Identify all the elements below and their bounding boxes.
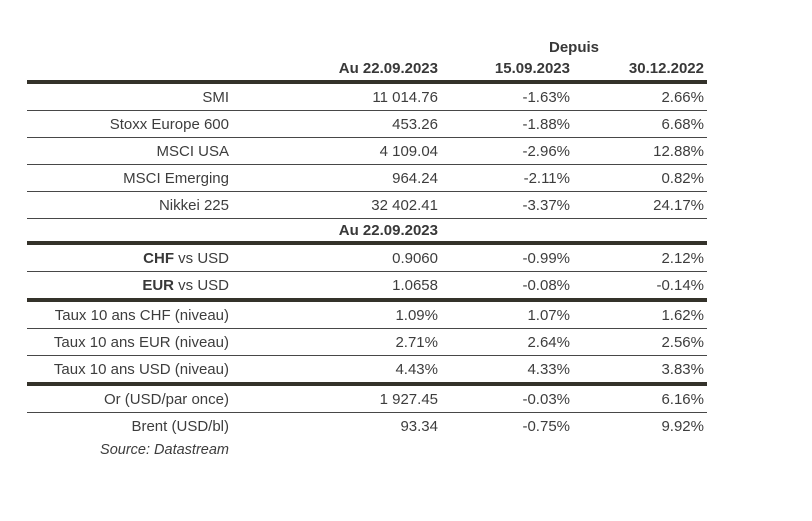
row-chf-vs-usd [27, 245, 707, 272]
brent-chg-week: -0.75% [522, 417, 570, 435]
stoxx-value: 453.26 [392, 115, 438, 133]
chf-usd-value: 0.9060 [392, 249, 438, 267]
msci-usa-chg-week: -2.96% [522, 142, 570, 160]
smi-chg-ytd: 2.66% [661, 88, 704, 106]
smi-value: 11 014.76 [372, 88, 438, 106]
row-msci-emerging [27, 165, 707, 192]
smi-chg-week: -1.63% [522, 88, 570, 106]
eur-usd-label-currency: EUR [142, 276, 174, 294]
msci-usa-chg-ytd: 12.88% [653, 142, 704, 160]
eur-usd-chg-ytd: -0.14% [656, 276, 704, 294]
msci-emerging-chg-ytd: 0.82% [661, 169, 704, 187]
smi-label: SMI [202, 88, 229, 106]
header-col-since-ytd: 30.12.2022 [628, 59, 704, 77]
row-brent [27, 413, 707, 439]
header-depuis: Depuis [548, 38, 599, 56]
taux-eur-label: Taux 10 ans EUR (niveau) [53, 333, 229, 351]
taux-usd-chg-week: 4.33% [527, 360, 570, 378]
row-eur-vs-usd [27, 272, 707, 302]
header-col-since-week: 15.09.2023 [494, 59, 570, 77]
stoxx-chg-ytd: 6.68% [661, 115, 704, 133]
or-label: Or (USD/par once) [103, 390, 229, 408]
row-msci-usa [27, 138, 707, 165]
or-chg-ytd: 6.16% [661, 390, 704, 408]
chf-usd-label-currency: CHF [143, 249, 174, 267]
taux-eur-value: 2.71% [395, 333, 438, 351]
chf-usd-label-rest: vs USD [173, 249, 229, 267]
subheader-value-date: Au 22.09.2023 [338, 221, 438, 239]
taux-chf-label: Taux 10 ans CHF (niveau) [54, 306, 229, 324]
row-taux-10ans-chf [27, 302, 707, 329]
row-taux-10ans-usd [27, 356, 707, 386]
taux-chf-value: 1.09% [395, 306, 438, 324]
msci-usa-label: MSCI USA [156, 142, 229, 160]
nikkei-value: 32 402.41 [371, 196, 438, 214]
nikkei-chg-week: -3.37% [522, 196, 570, 214]
row-nikkei-225 [27, 192, 707, 219]
taux-chf-chg-week: 1.07% [527, 306, 570, 324]
nikkei-label: Nikkei 225 [158, 196, 229, 214]
taux-eur-chg-ytd: 2.56% [661, 333, 704, 351]
nikkei-chg-ytd: 24.17% [653, 196, 704, 214]
taux-eur-chg-week: 2.64% [527, 333, 570, 351]
taux-usd-value: 4.43% [395, 360, 438, 378]
msci-emerging-label: MSCI Emerging [123, 169, 229, 187]
chf-usd-label [27, 250, 232, 267]
msci-usa-value: 4 109.04 [379, 142, 438, 160]
taux-usd-chg-ytd: 3.83% [661, 360, 704, 378]
eur-usd-label-rest: vs USD [173, 276, 229, 294]
eur-usd-value: 1.0658 [392, 276, 438, 294]
header-row-depuis [27, 38, 707, 56]
msci-emerging-value: 964.24 [392, 169, 438, 187]
header-col-value: Au 22.09.2023 [338, 59, 438, 77]
brent-chg-ytd: 9.92% [661, 417, 704, 435]
row-smi [27, 84, 707, 111]
or-value: 1 927.45 [379, 390, 438, 408]
brent-label: Brent (USD/bl) [131, 417, 229, 435]
chf-usd-chg-week: -0.99% [522, 249, 570, 267]
brent-value: 93.34 [400, 417, 438, 435]
row-or [27, 386, 707, 413]
row-stoxx-europe-600 [27, 111, 707, 138]
eur-usd-chg-week: -0.08% [522, 276, 570, 294]
stoxx-label: Stoxx Europe 600 [109, 115, 229, 133]
subheader-row-date [27, 219, 707, 245]
stoxx-chg-week: -1.88% [522, 115, 570, 133]
source-row [27, 439, 707, 466]
eur-usd-label [27, 277, 232, 294]
taux-usd-label: Taux 10 ans USD (niveau) [53, 360, 229, 378]
taux-chf-chg-ytd: 1.62% [661, 306, 704, 324]
source-label: Source: Datastream [100, 442, 229, 458]
row-taux-10ans-eur [27, 329, 707, 356]
header-row-dates [27, 56, 707, 84]
msci-emerging-chg-week: -2.11% [523, 169, 570, 187]
chf-usd-chg-ytd: 2.12% [661, 249, 704, 267]
market-performance-table [27, 38, 707, 466]
or-chg-week: -0.03% [522, 390, 570, 408]
